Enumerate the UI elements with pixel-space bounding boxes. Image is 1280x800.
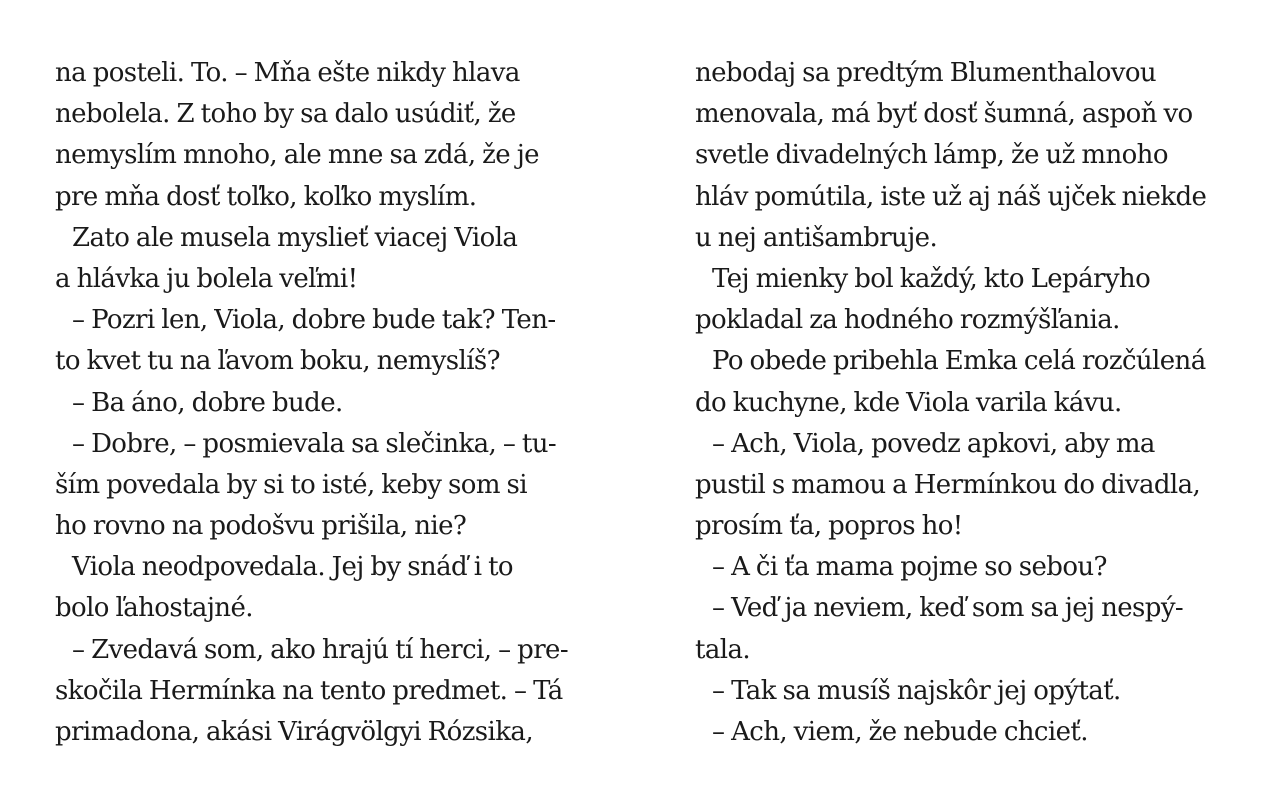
left-page-text-line: – Zvedavá som, ako hrajú tí herci, – pre- xyxy=(72,634,569,665)
right-page-text-line: u nej antišambruje. xyxy=(695,222,938,253)
left-page-text-line: pre mňa dosť toľko, koľko myslím. xyxy=(55,181,477,212)
right-page-text-line: svetle divadelných lámp, že už mnoho xyxy=(695,140,1168,171)
right-page-text-line: pokladal za hodného rozmýšľania. xyxy=(695,305,1120,336)
right-page-text-line: – A či ťa mama pojme so sebou? xyxy=(712,552,1107,583)
right-page-text-line: prosím ťa, popros ho! xyxy=(695,511,963,542)
left-page-text-line: bolo ľahostajné. xyxy=(55,593,253,624)
right-page-text-line: – Veď ja neviem, keď som sa jej nespý- xyxy=(712,593,1184,624)
right-page-text-line: tala. xyxy=(695,634,751,665)
left-page-text-line: – Pozri len, Viola, dobre bude tak? Ten- xyxy=(72,305,556,336)
right-page xyxy=(695,53,1235,753)
left-page-text-line: Zato ale musela myslieť viacej Viola xyxy=(72,222,518,253)
left-page-text-line: nemyslím mnoho, ale mne sa zdá, že je xyxy=(55,140,539,171)
right-page-text-line: hláv pomútila, iste už aj náš ujček niekde xyxy=(695,181,1207,212)
right-page-text-line: menovala, má byť dosť šumná, aspoň vo xyxy=(695,99,1193,130)
left-page-text-line: ho rovno na podošvu prišila, nie? xyxy=(55,511,467,542)
right-page-text-line: – Ach, viem, že nebude chcieť. xyxy=(712,717,1088,747)
right-page-text-line: – Tak sa musíš najskôr jej opýtať. xyxy=(712,675,1121,706)
right-page-text-line: nebodaj sa predtým Blumenthalovou xyxy=(695,58,1157,88)
right-page-text-line: Po obede pribehla Emka celá rozčúlená xyxy=(712,346,1206,377)
left-page-text-line: primadona, akási Virágvölgyi Rózsika, xyxy=(55,717,533,747)
right-page-text-line: pustil s mamou a Hermínkou do divadla, xyxy=(695,469,1201,500)
left-page-text-line: skočila Hermínka na tento predmet. – Tá xyxy=(55,675,563,706)
left-page-text-line: – Dobre, – posmievala sa slečinka, – tu- xyxy=(72,428,557,459)
left-page-text-line: a hlávka ju bolela veľmi! xyxy=(55,263,358,294)
right-page-text-line: Tej mienky bol každý, kto Lepáryho xyxy=(712,263,1151,294)
right-page-text-line: do kuchyne, kde Viola varila kávu. xyxy=(695,387,1122,418)
right-page-text-line: – Ach, Viola, povedz apkovi, aby ma xyxy=(712,428,1155,459)
left-page-text-line: na posteli. To. – Mňa ešte nikdy hlava xyxy=(55,58,520,88)
left-page xyxy=(55,53,595,753)
left-page-text-line: – Ba áno, dobre bude. xyxy=(72,387,343,418)
left-page-text-line: ším povedala by si to isté, keby som si xyxy=(55,469,527,500)
left-page-text-line: to kvet tu na ľavom boku, nemyslíš? xyxy=(55,346,501,377)
left-page-text-line: nebolela. Z toho by sa dalo usúdiť, že xyxy=(55,99,516,130)
left-page-text-line: Viola neodpovedala. Jej by snáď i to xyxy=(72,552,513,583)
